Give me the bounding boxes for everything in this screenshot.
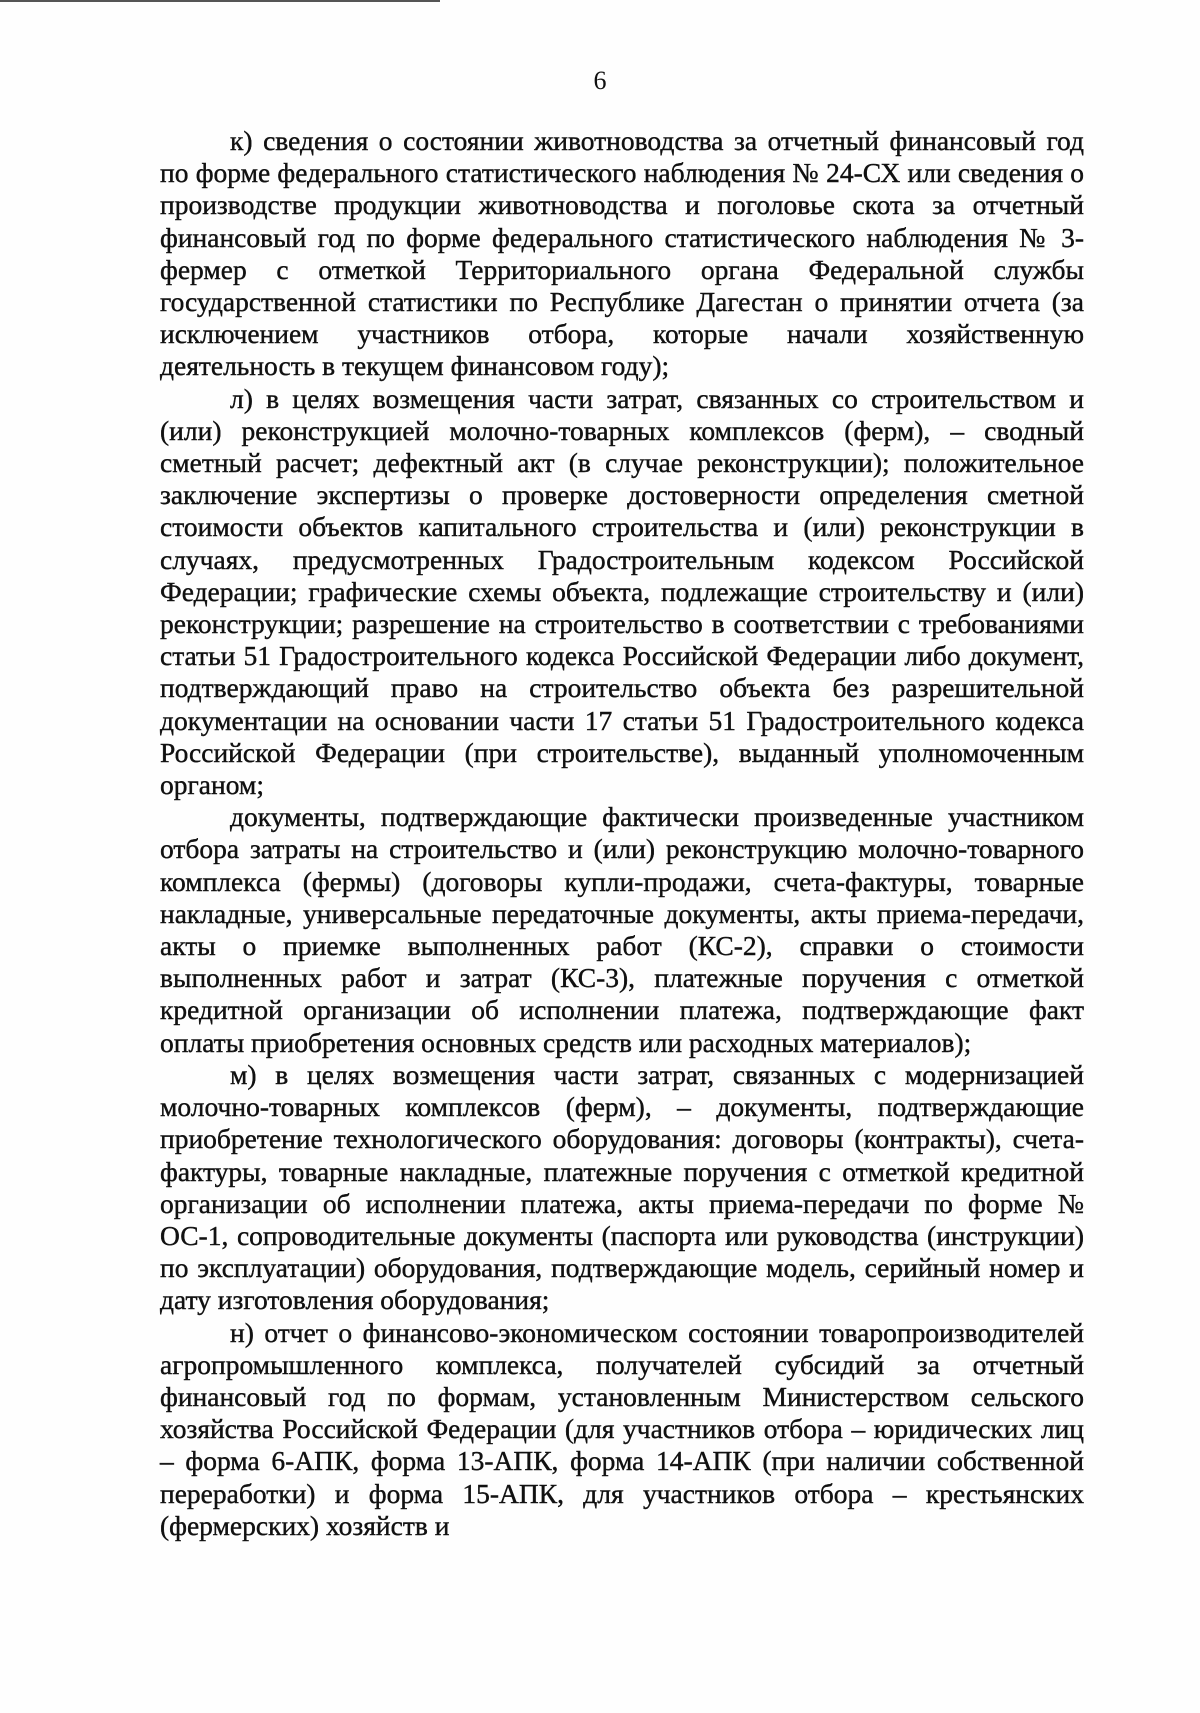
paragraph-m: м) в целях возмещения части затрат, связанных с модернизацией молочно-товарных комплексов (ферм), – документы, подтверждающие приобретение технологического оборудования: договоры (контракты), счета-фактуры, товарные накладные, платежные поручения с отметкой кредитной организации об исполнении платежа, акты приема-передачи по форме № ОС-1, сопроводительные документы (паспорта или руководства (инструкции) по эксплуатации) оборудования, подтверждающие модель, серийный номер и дату изготовления оборудования;: [160, 1058, 1084, 1316]
paragraph-l: л) в целях возмещения части затрат, связанных со строительством и (или) реконструкцией молочно-товарных комплексов (ферм), – сводный сметный расчет; дефектный акт (в случае реконструкции); положительное заключение экспертизы о проверке достоверности определения сметной стоимости объектов капитального строительства и (или) реконструкции в случаях, предусмотренных Градостроительным кодексом Российской Федерации; графические схемы объекта, подлежащие строительству и (или) реконструкции; разрешение на строительство в соответствии с требованиями статьи 51 Градостроительного кодекса Российской Федерации либо документ, подтверждающий право на строительство объекта без разрешительной документации на основании части 17 статьи 51 Градостроительного кодекса Российской Федерации (при строительстве), выданный уполномоченным органом;: [160, 382, 1084, 801]
page-number: 6: [593, 66, 607, 95]
paragraph-n: н) отчет о финансово-экономическом состоянии товаропроизводителей агропромышленного комплекса, получателей субсидий за отчетный финансовый год по формам, установленным Министерством сельского хозяйства Российской Федерации (для участников отбора – юридических лиц – форма 6-АПК, форма 13-АПК, форма 14-АПК (при наличии собственной переработки) и форма 15-АПК, для участников отбора – крестьянских (фермерских) хозяйств и: [160, 1316, 1084, 1541]
document-body: [160, 125, 1084, 1542]
paragraph-k: к) сведения о состоянии животноводства за отчетный финансовый год по форме федерального статистического наблюдения № 24-СХ или сведения о производстве продукции животноводства и поголовье скота за отчетный финансовый год по форме федерального статистического наблюдения № 3-фермер с отметкой Территориального органа Федеральной службы государственной статистики по Республике Дагестан о принятии отчета (за исключением участников отбора, которые начали хозяйственную деятельность в текущем финансовом году);: [160, 125, 1084, 382]
paragraph-l-documents: документы, подтверждающие фактически произведенные участником отбора затраты на строительство и (или) реконструкцию молочно-товарного комплекса (фермы) (договоры купли-продажи, счета-фактуры, товарные накладные, универсальные передаточные документы, акты приема-передачи, акты о приемке выполненных работ (КС-2), справки о стоимости выполненных работ и затрат (КС-3), платежные поручения с отметкой кредитной организации об исполнении платежа, подтверждающие факт оплаты приобретения основных средств или расходных материалов);: [160, 801, 1084, 1058]
scan-edge-line: [0, 0, 440, 2]
